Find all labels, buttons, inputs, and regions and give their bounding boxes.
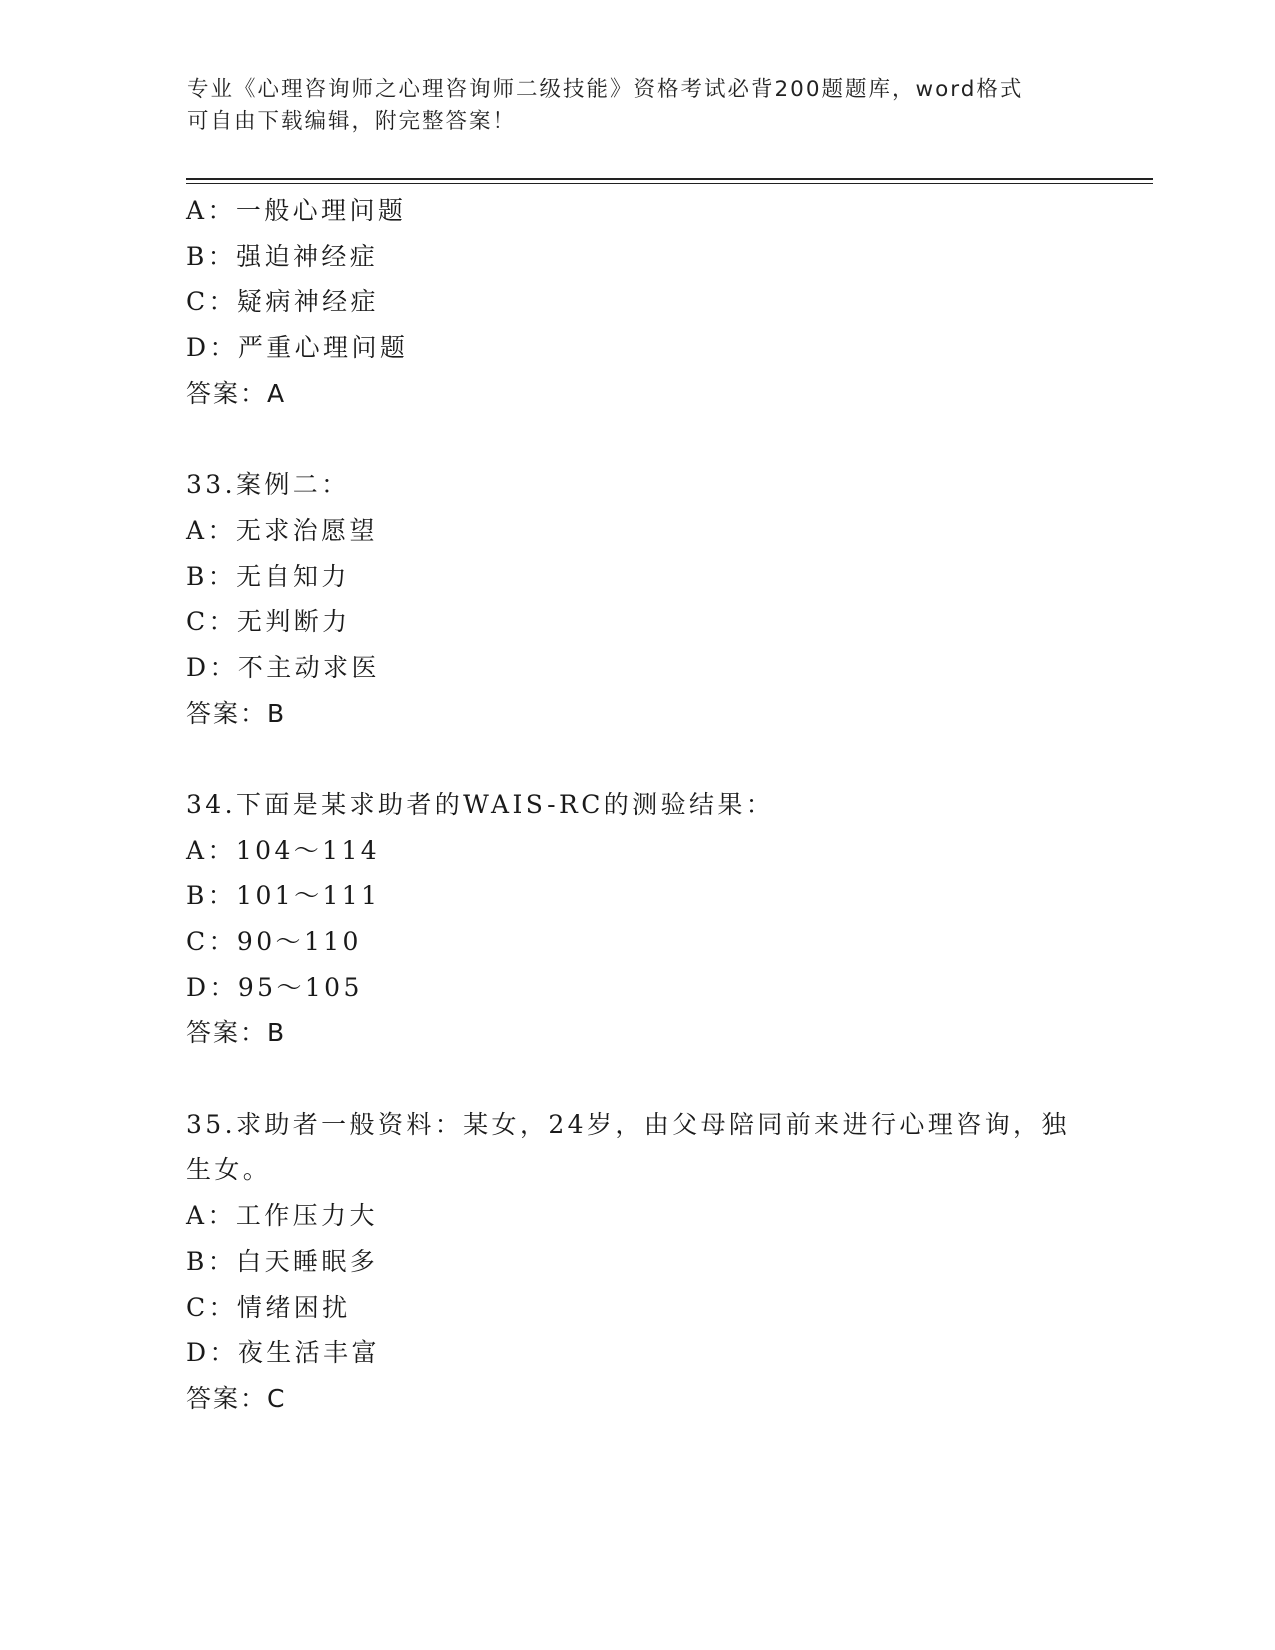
question-34 [186,782,1086,1056]
answer: 答案：B [186,1018,287,1048]
question-33 [186,462,1086,736]
option-a: A：无求治愿望 [186,515,378,545]
question-35 [186,1102,1086,1422]
answer: 答案：B [186,698,287,728]
option-b: B：白天睡眠多 [186,1246,379,1276]
question-stem-line-1: 35.求助者一般资料：某女，24岁，由父母陪同前来进行心理咨询，独 [186,1109,1070,1139]
option-a: A：工作压力大 [186,1201,378,1231]
document-header [187,74,1067,138]
option-c: C：无判断力 [186,607,351,637]
question-stem-line-2: 生女。 [186,1155,272,1185]
option-d: D：夜生活丰富 [186,1338,380,1368]
header-divider-thin [186,183,1153,184]
header-divider-thick [186,178,1153,180]
option-c: C：情绪困扰 [186,1292,351,1322]
answer: 答案：A [186,378,287,408]
header-line-1: 专业《心理咨询师之心理咨询师二级技能》资格考试必背200题题库，word格式 [187,77,1024,102]
question-stem: 34.下面是某求助者的WAIS-RC的测验结果： [186,789,775,819]
question-list [186,188,1086,1422]
question-stem: 33.案例二： [186,470,350,500]
option-a: A：104～114 [186,835,381,865]
question-32 [186,188,1086,416]
option-d: D：95～105 [186,972,363,1002]
option-c: C：疑病神经症 [186,287,379,317]
header-line-2: 可自由下载编辑，附完整答案！ [187,109,517,134]
option-b: B：无自知力 [186,561,350,591]
option-b: B：101～111 [186,881,381,911]
option-a: A：一般心理问题 [186,196,407,225]
option-d: D：严重心理问题 [186,333,409,363]
answer: 答案：C [186,1383,287,1413]
option-d: D：不主动求医 [186,652,380,682]
option-c: C：90～110 [186,927,362,956]
option-b: B：强迫神经症 [186,241,379,271]
